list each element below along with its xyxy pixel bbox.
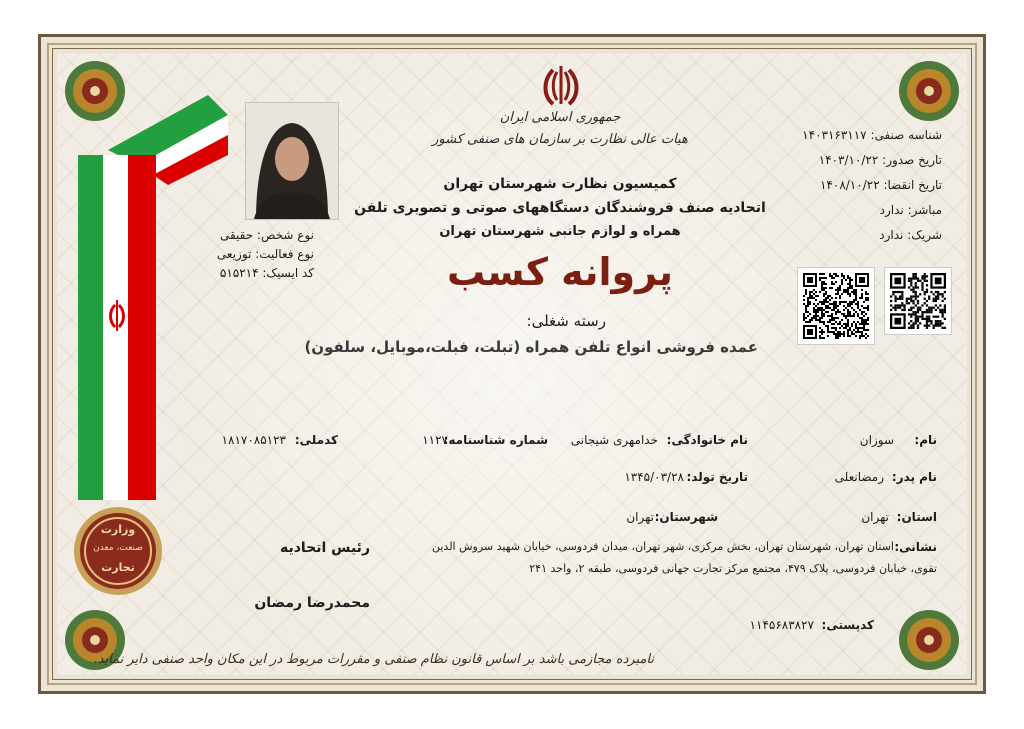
city-value: تهران	[626, 510, 654, 524]
corner-ornament-bottom-right	[894, 605, 964, 675]
qr-code-small	[884, 267, 952, 335]
family-value: خدامهری شیجانی	[570, 433, 658, 447]
category-label: رسته شغلی:	[526, 312, 606, 330]
birth-date-value: ۱۳۴۵/۰۳/۲۸	[624, 470, 684, 484]
postal-code-label: کدپستی:	[821, 618, 874, 632]
birth-date-label: تاریخ تولد:	[686, 470, 748, 484]
ministry-seal	[72, 505, 164, 597]
city-label: شهرستان:	[654, 510, 718, 524]
address-label: نشانی:	[894, 540, 937, 554]
national-code-value: ۱۸۱۷۰۸۵۱۲۳	[221, 433, 286, 447]
corner-ornament-top-right	[894, 56, 964, 126]
father-label: نام پدر:	[891, 470, 937, 484]
commission-text: کمیسیون نظارت شهرستان تهران	[443, 176, 677, 192]
manager: مباشر: ندارد	[879, 203, 942, 217]
province-value: تهران	[861, 510, 889, 524]
union-line-2: همراه و لوازم جانبی شهرستان تهران	[439, 224, 681, 239]
province-label: استان:	[896, 510, 937, 524]
board-text: هیات عالی نظارت بر سازمان های صنفی کشور	[432, 132, 688, 147]
category-value: عمده فروشی انواع تلفن همراه (تبلت، فبلت،موبایل، سلفون)	[304, 338, 758, 356]
id-number-label: شماره شناسنامه:	[443, 433, 548, 447]
footer-note: نامبرده مجازمی باشد بر اساس قانون نظام صنفی و مقررات مربوط در این مکان واحد صنفی دایر نماید.	[93, 652, 654, 667]
partner: شریک: ندارد	[879, 228, 942, 242]
signature-role: رئیس اتحادیه	[279, 540, 370, 556]
activity-type: نوع فعالیت: توزیعی	[216, 247, 314, 261]
applicant-photo	[245, 102, 339, 220]
union-line-1: اتحادیه صنف فروشندگان دستگاههای صوتی و تصویری تلفن	[354, 200, 766, 216]
republic-text: جمهوری اسلامی ایران	[499, 110, 621, 125]
flag-ribbon	[78, 95, 228, 515]
father-value: رمضانعلی	[834, 470, 884, 484]
postal-code-value: ۱۱۴۵۶۸۳۸۲۷	[749, 618, 814, 632]
guild-id: شناسه صنفی: ۱۴۰۳۱۶۳۱۱۷	[802, 128, 942, 142]
family-label: نام خانوادگی:	[666, 433, 748, 447]
issue-date: تاریخ صدور: ۱۴۰۳/۱۰/۲۲	[818, 153, 942, 167]
seal-text-top: وزارت	[100, 523, 136, 536]
person-type: نوع شخص: حقیقی	[219, 228, 314, 242]
iran-emblem-icon	[538, 62, 584, 108]
signature-name: محمدرضا رمضان	[254, 595, 370, 611]
qr-code-large	[797, 267, 875, 345]
address-line-1: استان تهران، شهرستان تهران، بخش مرکزی، شهر تهران، میدان فردوسی، خیابان شهید سروش الدین	[431, 540, 894, 553]
id-number-value: ۱۱۲۷	[422, 433, 448, 447]
certificate-title: پروانه کسب	[446, 250, 674, 294]
address-line-2: تقوی، خیابان فردوسی، پلاک ۴۷۹، مجتمع مرکز تجارت جهانی فردوسی، طبقه ۲، واحد ۲۴۱	[529, 562, 937, 575]
seal-text-bottom: تجارت	[101, 561, 135, 574]
isic-code: کد ایسیک: ۵۱۵۲۱۴	[219, 266, 314, 280]
expiry-date: تاریخ انقضا: ۱۴۰۸/۱۰/۲۲	[819, 178, 942, 192]
name-value: سوزان	[859, 433, 894, 447]
name-label: نام:	[914, 433, 937, 447]
seal-text-mid: صنعت، معدن	[93, 543, 143, 553]
national-code-label: کدملی:	[294, 433, 338, 447]
